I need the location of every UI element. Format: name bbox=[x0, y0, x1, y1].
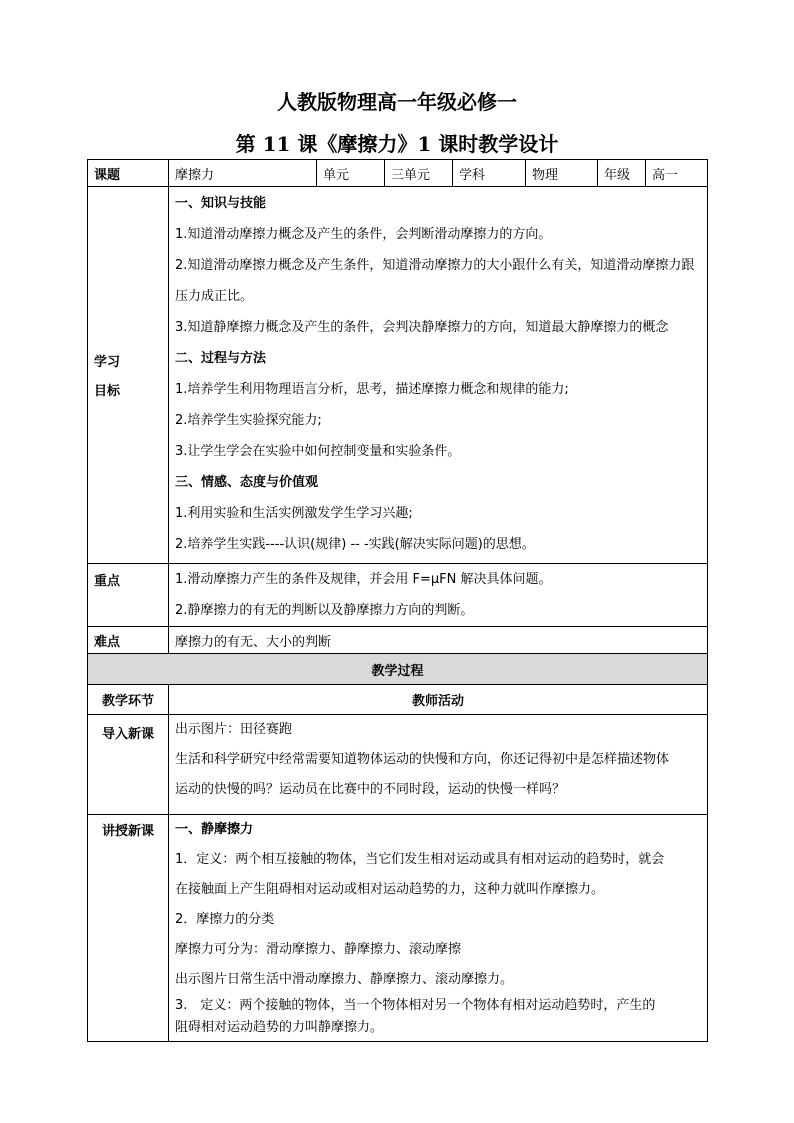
difficulties-row bbox=[88, 627, 708, 654]
objectives-label-line-2: 目标 bbox=[94, 384, 121, 399]
intro-line: 运动的快慢的吗？运动员在比赛中的不同时段，运动的快慢一样吗？ bbox=[175, 782, 566, 797]
unit-label: 单元 bbox=[317, 160, 385, 187]
objectives-line: 1.利用实验和生活实例激发学生学习兴趣; bbox=[175, 506, 413, 521]
objectives-row bbox=[88, 187, 708, 564]
subject-value: 物理 bbox=[526, 160, 598, 187]
document-subtitle: 第 11 课《摩擦力》1 课时教学设计 bbox=[235, 132, 559, 156]
objectives-line: 2.知道滑动摩擦力概念及产生条件，知道滑动摩擦力的大小跟什么有关，知道滑动摩擦力跟 bbox=[175, 258, 695, 273]
lecture-line: 在接触面上产生阻碍相对运动或相对运动趋势的力，这种力就叫作摩擦力。 bbox=[175, 882, 605, 897]
objectives-content bbox=[169, 187, 708, 564]
objectives-line: 2.培养学生实践----认识(规律) -- -实践(解决实际问题)的思想。 bbox=[175, 537, 535, 552]
lecture-label: 讲授新课 bbox=[88, 815, 169, 1042]
objectives-line: 1.知道滑动摩擦力概念及产生的条件，会判断滑动摩擦力的方向。 bbox=[175, 227, 552, 242]
objectives-line: 2.培养学生实验探究能力; bbox=[175, 413, 322, 428]
key-point-line: 1.滑动摩擦力产生的条件及规律，并会用 F=μFN 解决具体问题。 bbox=[175, 572, 552, 587]
key-points-label: 重点 bbox=[88, 564, 169, 627]
intro-label: 导入新课 bbox=[88, 715, 169, 815]
objectives-line: 1.培养学生利用物理语言分析，思考，描述摩擦力概念和规律的能力; bbox=[175, 382, 569, 397]
document-title: 人教版物理高一年级必修一 bbox=[277, 90, 517, 114]
grade-label: 年级 bbox=[598, 160, 646, 187]
lecture-line: 一、静摩擦力 bbox=[175, 822, 254, 837]
intro-line: 出示图片：田径赛跑 bbox=[175, 722, 293, 737]
objectives-line: 二、过程与方法 bbox=[175, 351, 267, 366]
lecture-line: 摩擦力可分为：滑动摩擦力、静摩擦力、滚动摩擦 bbox=[175, 942, 462, 957]
objectives-label bbox=[88, 187, 169, 564]
process-header: 教学过程 bbox=[88, 654, 708, 685]
lecture-line: 出示图片日常生活中滑动摩擦力、静摩擦力、滚动摩擦力。 bbox=[175, 972, 514, 987]
objectives-line: 压力成正比。 bbox=[175, 289, 254, 304]
objectives-label-line-1: 学习 bbox=[94, 355, 121, 370]
unit-value: 三单元 bbox=[385, 160, 453, 187]
process-col-stage: 教学环节 bbox=[88, 685, 169, 715]
intro-row bbox=[88, 715, 708, 815]
process-col-teacher: 教师活动 bbox=[169, 685, 708, 715]
objectives-line: 3.让学生学会在实验中如何控制变量和实验条件。 bbox=[175, 444, 461, 459]
process-header-row bbox=[88, 654, 708, 685]
process-columns-row bbox=[88, 685, 708, 715]
intro-line: 生活和科学研究中经常需要知道物体运动的快慢和方向，你还记得初中是怎样描述物体 bbox=[175, 752, 670, 767]
topic-value: 摩擦力 bbox=[169, 160, 317, 187]
key-point-line: 2.静摩擦力的有无的判断以及静摩擦力方向的判断。 bbox=[175, 603, 474, 618]
intro-content bbox=[169, 715, 708, 815]
info-row bbox=[88, 160, 708, 187]
lecture-line: 3. 定义：两个接触的物体，当一个物体相对另一个物体有相对运动趋势时，产生的 bbox=[175, 998, 656, 1013]
key-points-row bbox=[88, 564, 708, 627]
subject-label: 学科 bbox=[453, 160, 526, 187]
objectives-line: 3.知道静摩擦力概念及产生的条件，会判决静摩擦力的方向，知道最大静摩擦力的概念 bbox=[175, 320, 669, 335]
lecture-line: 2．摩擦力的分类 bbox=[175, 912, 275, 927]
difficulties-content: 摩擦力的有无、大小的判断 bbox=[169, 627, 708, 654]
lecture-line: 1．定义：两个相互接触的物体，当它们发生相对运动或具有相对运动的趋势时，就会 bbox=[175, 852, 665, 867]
difficulties-label: 难点 bbox=[88, 627, 169, 654]
lecture-content bbox=[169, 815, 708, 1042]
lesson-plan-table bbox=[87, 159, 708, 1042]
grade-value: 高一 bbox=[646, 160, 708, 187]
objectives-line: 一、知识与技能 bbox=[175, 196, 267, 211]
objectives-line: 三、情感、态度与价值观 bbox=[175, 475, 319, 490]
topic-label: 课题 bbox=[88, 160, 169, 187]
lecture-row bbox=[88, 815, 708, 1042]
lecture-line: 阻碍相对运动趋势的力叫静摩擦力。 bbox=[175, 1020, 384, 1035]
key-points-content bbox=[169, 564, 708, 627]
